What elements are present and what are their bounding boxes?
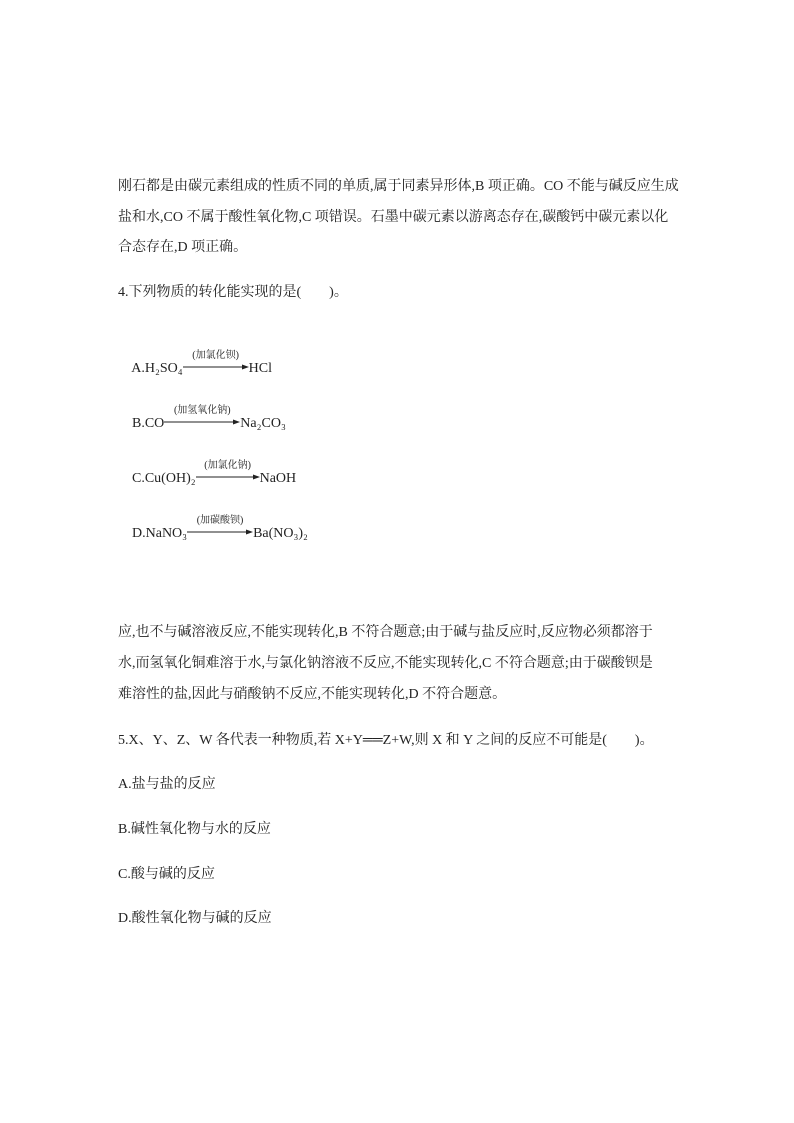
- q4-analysis-line-2: 应,也不与碱溶液反应,不能实现转化,B 不符合题意;由于碱与盐反应时,反应物必须都溶于: [118, 625, 653, 640]
- reaction-arrow: [164, 405, 240, 434]
- product-formula: Ba(NO₃)₂: [253, 526, 308, 541]
- q5-option-d: D.酸性氧化物与碱的反应: [118, 911, 272, 926]
- arrow-icon: [164, 418, 240, 426]
- reaction-arrow: [196, 460, 260, 489]
- reaction-condition: (加碳酸钡): [196, 515, 244, 526]
- product-formula: NaOH: [259, 471, 297, 486]
- option-letter: A.: [131, 361, 145, 376]
- arrow-icon: [196, 473, 260, 481]
- q3-analysis-line-1: [118, 147, 677, 167]
- q5-option-a: A.盐与盐的反应: [118, 777, 216, 792]
- q4-answer-line: [118, 549, 174, 569]
- product-formula: Na₂CO₃: [240, 416, 286, 431]
- reactant-formula: Cu(OH)₂: [144, 471, 196, 486]
- q3-analysis-line-4: 合态存在,D 项正确。: [118, 240, 248, 255]
- q5-option-b: B.碱性氧化物与水的反应: [118, 822, 271, 837]
- reaction-condition: (加氯化钡): [192, 350, 239, 361]
- arrow-icon: [187, 528, 253, 536]
- q3-answer-line: [118, 103, 173, 123]
- q5-answer-line: [118, 955, 173, 975]
- reaction-arrow: [187, 515, 253, 544]
- q4-stem: 4.下列物质的转化能实现的是( )。: [118, 285, 348, 300]
- reaction-condition: (加氢氧化钠): [173, 405, 231, 416]
- q5-stem: 5.X、Y、Z、W 各代表一种物质,若 X+Y══Z+W,则 X 和 Y 之间的反应不可能是( )。: [118, 733, 654, 748]
- q4-option-b: [118, 394, 286, 431]
- option-letter: C.: [132, 471, 145, 486]
- q5-option-c: C.酸与碱的反应: [118, 867, 215, 882]
- option-letter: D.: [132, 526, 146, 541]
- q4-analysis-line-3: 水,而氢氧化铜难溶于水,与氯化钠溶液不反应,不能实现转化,C 不符合题意;由于碳酸钡是: [118, 656, 653, 671]
- arrow-icon: [183, 363, 249, 371]
- q4-option-d: [118, 504, 308, 541]
- q4-analysis-line-1: [118, 592, 680, 612]
- q4-analysis-line-4: 难溶性的盐,因此与硝酸钠不反应,不能实现转化,D 不符合题意。: [118, 687, 507, 702]
- reactant-formula: H₂SO₄: [144, 361, 183, 376]
- reaction-arrow: [183, 350, 249, 379]
- option-letter: B.: [132, 416, 145, 431]
- q4-option-c: [118, 449, 297, 486]
- q3-analysis-line-3: 盐和水,CO 不属于酸性氧化物,C 项错误。石墨中碳元素以游离态存在,碳酸钙中碳元素以化: [118, 210, 669, 225]
- q3-analysis-line-2: 刚石都是由碳元素组成的性质不同的单质,属于同素异形体,B 项正确。CO 不能与碱反应生成: [118, 179, 679, 194]
- product-formula: HCl: [248, 361, 272, 376]
- reactant-formula: NaNO₃: [145, 526, 188, 541]
- reactant-formula: CO: [144, 416, 165, 431]
- q4-option-a: [118, 339, 272, 376]
- reaction-condition: (加氯化钠): [204, 460, 251, 471]
